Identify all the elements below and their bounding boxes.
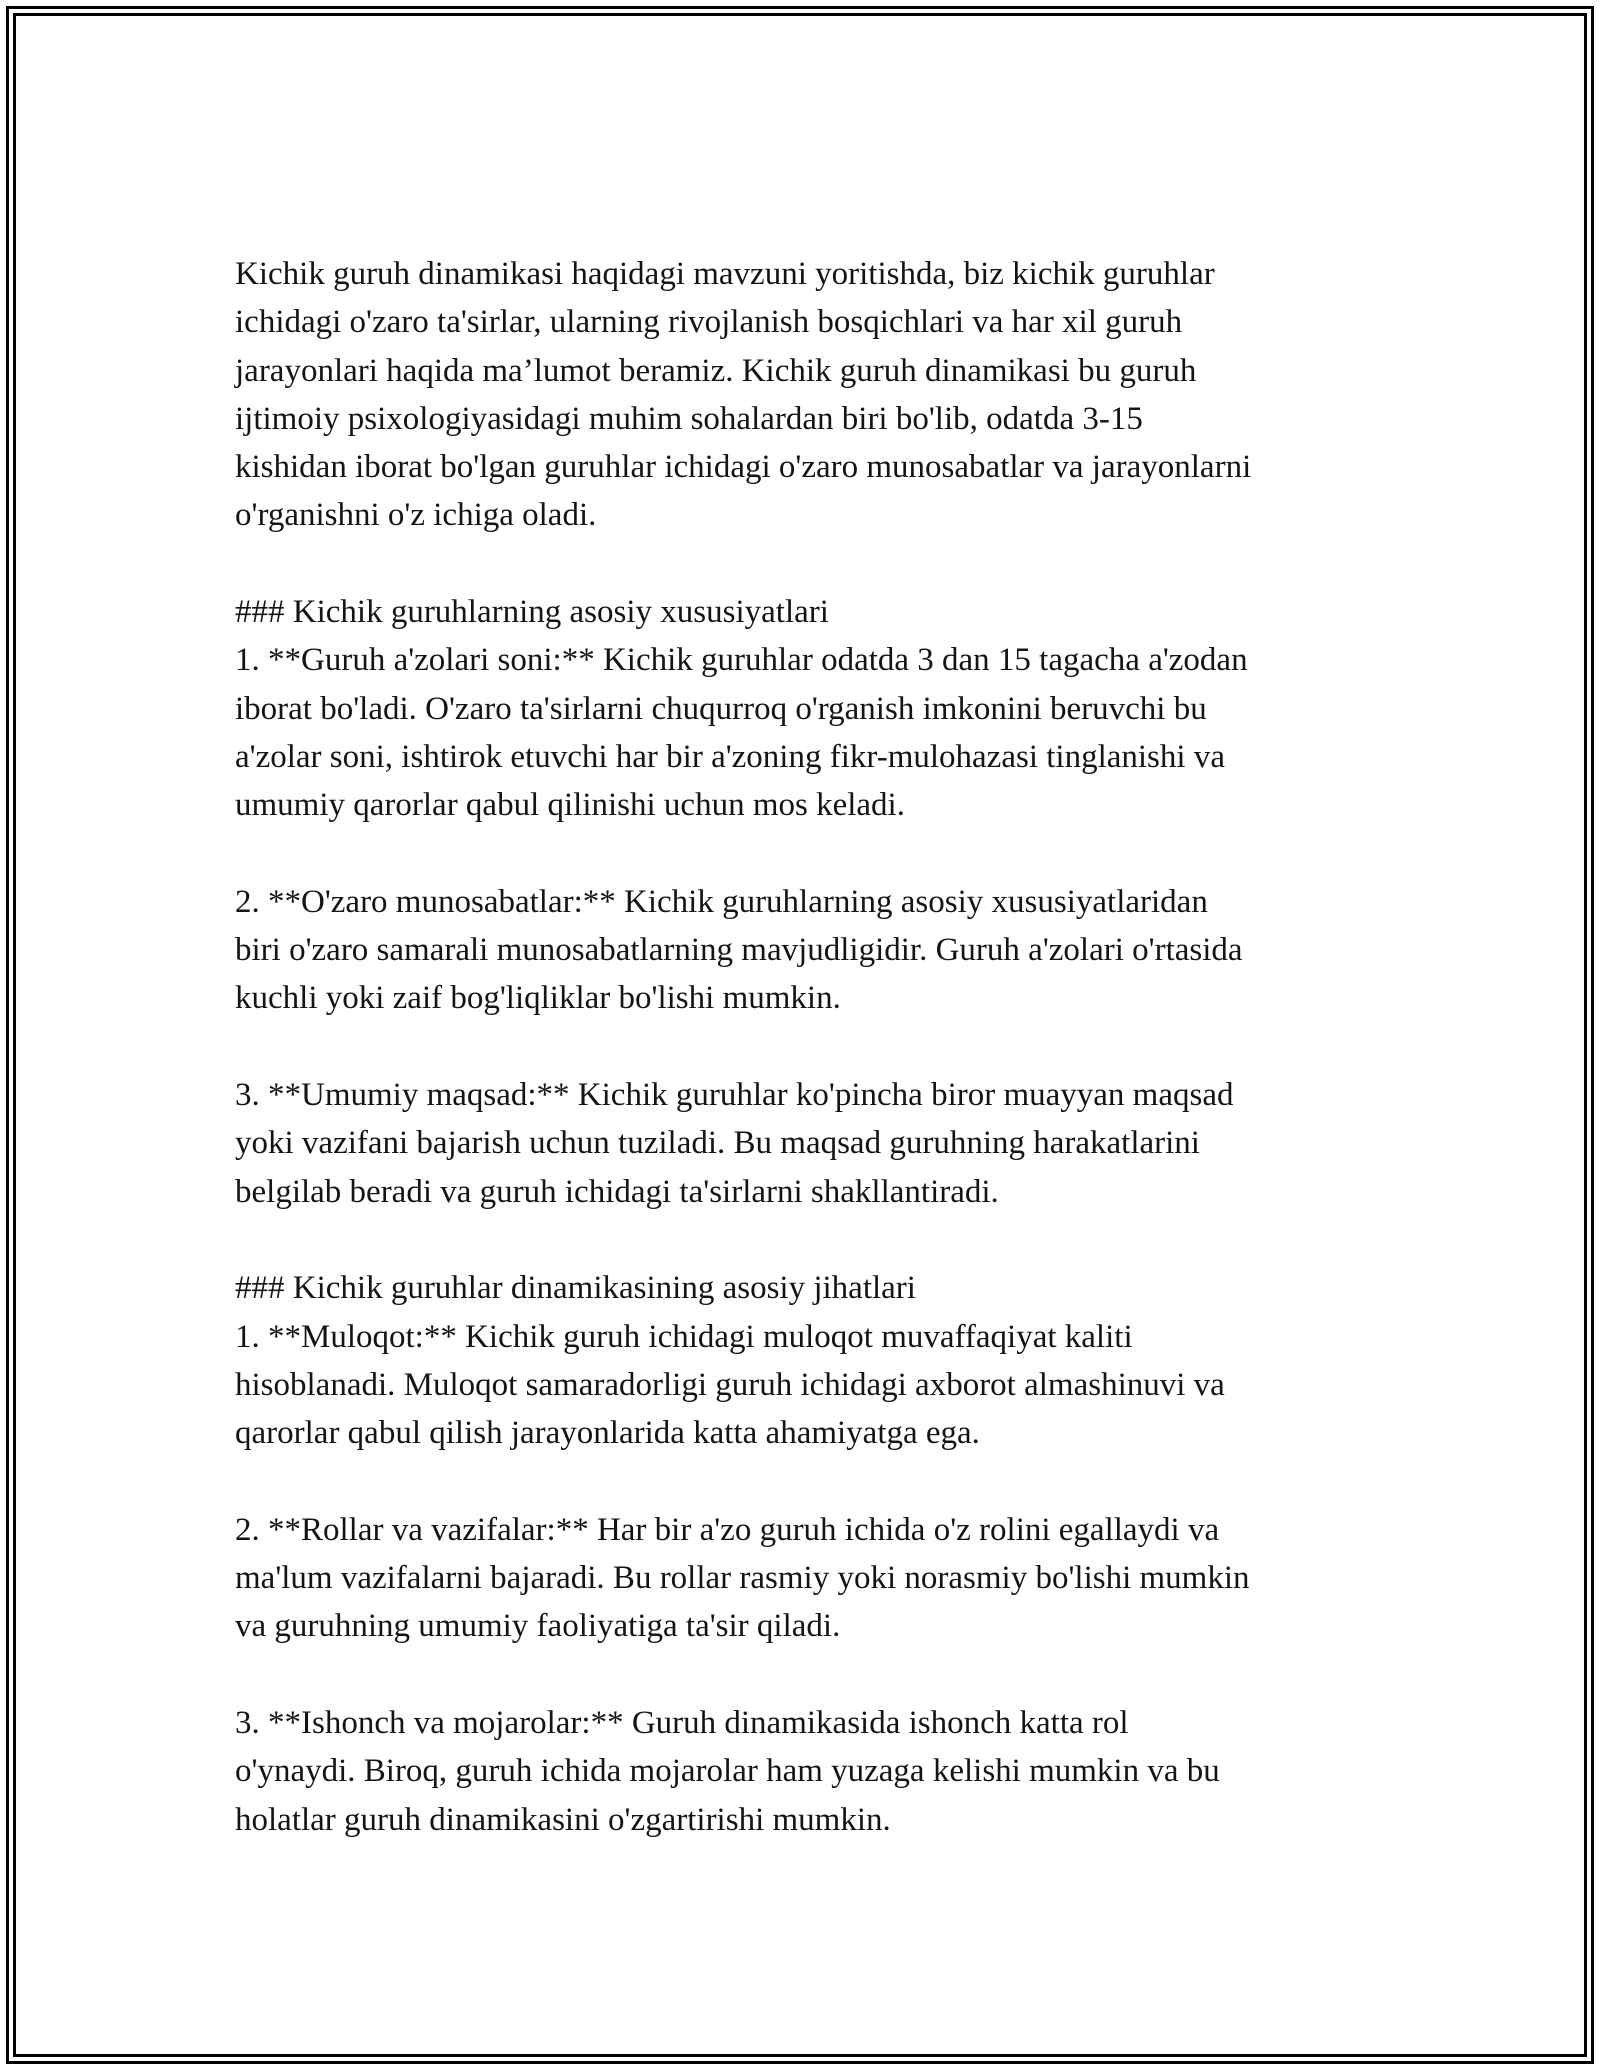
document-body <box>235 250 1395 1892</box>
section-heading: ### Kichik guruhlarning asosiy xususiyatlari <box>235 594 829 631</box>
text-line: belgilab beradi va guruh ichidagi ta'sirlarni shakllantiradi. <box>235 1173 999 1210</box>
intro-paragraph <box>235 250 1395 540</box>
text-line: hisoblanadi. Muloqot samaradorligi guruh ichidagi axborot almashinuvi va <box>235 1366 1225 1403</box>
section-heading: ### Kichik guruhlar dinamikasining asosiy jihatlari <box>235 1270 916 1307</box>
text-line: jarayonlari haqida ma’lumot beramiz. Kichik guruh dinamikasi bu guruh <box>235 352 1197 389</box>
text-line: 3. **Ishonch va mojarolar:** Guruh dinamikasida ishonch katta rol <box>235 1704 1129 1741</box>
section-features <box>235 588 1395 829</box>
text-line: ichidagi o'zaro ta'sirlar, ularning rivojlanish bosqichlari va har xil guruh <box>235 304 1183 341</box>
section-dynamics <box>235 1264 1395 1457</box>
list-item-roles <box>235 1506 1395 1651</box>
text-line: o'rganishni o'z ichiga oladi. <box>235 497 597 534</box>
text-line: va guruhning umumiy faoliyatiga ta'sir qiladi. <box>235 1608 841 1645</box>
text-line: kishidan iborat bo'lgan guruhlar ichidagi o'zaro munosabatlar va jarayonlarni <box>235 449 1252 486</box>
text-line: umumiy qarorlar qabul qilinishi uchun mos keladi. <box>235 787 905 824</box>
text-line: ijtimoiy psixologiyasidagi muhim sohalardan biri bo'lib, odatda 3-15 <box>235 400 1143 437</box>
text-line: 3. **Umumiy maqsad:** Kichik guruhlar ko'pincha biror muayyan maqsad <box>235 1077 1234 1114</box>
list-item-relations <box>235 878 1395 1023</box>
text-line: kuchli yoki zaif bog'liqliklar bo'lishi mumkin. <box>235 980 841 1017</box>
list-item-common-goal <box>235 1071 1395 1216</box>
text-line: o'ynaydi. Biroq, guruh ichida mojarolar ham yuzaga kelishi mumkin va bu <box>235 1753 1220 1790</box>
text-line: 2. **Rollar va vazifalar:** Har bir a'zo guruh ichida o'z rolini egallaydi va <box>235 1511 1220 1548</box>
text-line: a'zolar soni, ishtirok etuvchi har bir a'zoning fikr-mulohazasi tinglanishi va <box>235 738 1225 775</box>
text-line: yoki vazifani bajarish uchun tuziladi. Bu maqsad guruhning harakatlarini <box>235 1125 1200 1162</box>
text-line: ma'lum vazifalarni bajaradi. Bu rollar rasmiy yoki norasmiy bo'lishi mumkin <box>235 1560 1250 1597</box>
text-line: holatlar guruh dinamikasini o'zgartirishi mumkin. <box>235 1801 891 1838</box>
text-line: 1. **Guruh a'zolari soni:** Kichik guruhlar odatda 3 dan 15 tagacha a'zodan <box>235 642 1248 679</box>
text-line: iborat bo'ladi. O'zaro ta'sirlarni chuqurroq o'rganish imkonini beruvchi bu <box>235 690 1207 727</box>
text-line: Kichik guruh dinamikasi haqidagi mavzuni yoritishda, biz kichik guruhlar <box>235 256 1215 292</box>
text-line: 2. **O'zaro munosabatlar:** Kichik guruhlarning asosiy xususiyatlaridan <box>235 883 1208 920</box>
text-line: biri o'zaro samarali munosabatlarning mavjudligidir. Guruh a'zolari o'rtasida <box>235 932 1243 969</box>
text-line: qarorlar qabul qilish jarayonlarida katta ahamiyatga ega. <box>235 1415 980 1452</box>
list-item-trust <box>235 1699 1395 1844</box>
text-line: 1. **Muloqot:** Kichik guruh ichidagi muloqot muvaffaqiyat kaliti <box>235 1318 1133 1355</box>
